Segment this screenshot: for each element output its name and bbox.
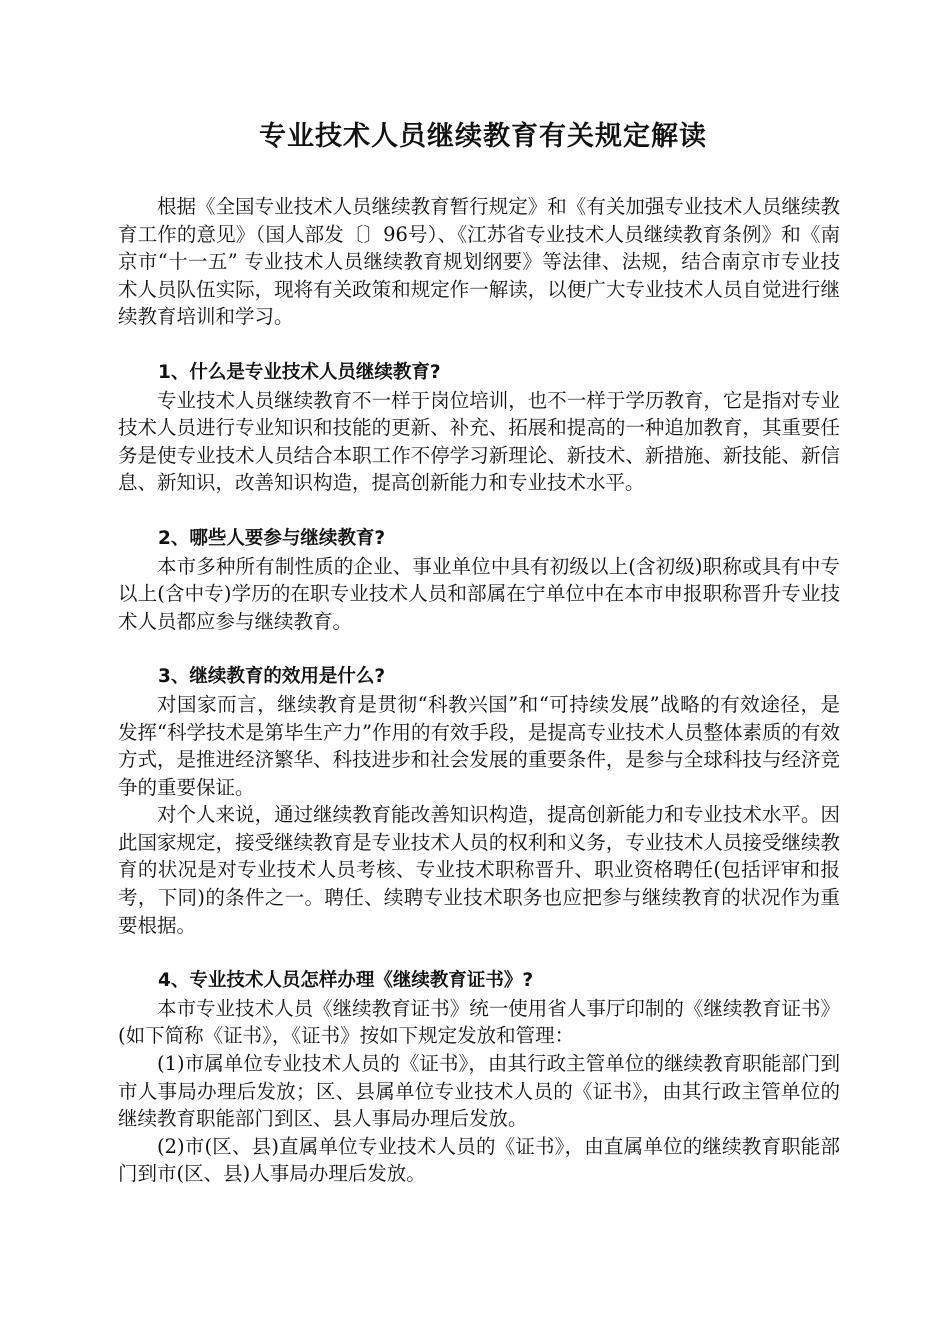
document-title: 专业技术人员继续教育有关规定解读 bbox=[259, 121, 707, 152]
section-paragraph: (2)市(区、县)直属单位专业技术人员的《证书》，由直属单位的继续教育职能部门到市(区、县)人事局办理后发放。 bbox=[118, 1134, 840, 1186]
intro-paragraph: 根据《全国专业技术人员继续教育暂行规定》和《有关加强专业技术人员继续教育工作的意见》（国人部发〔〕96号）、《江苏省专业技术人员继续教育条例》和《南京市“十一五” 专业技术人员继续教育规划纲要》等法律、法规，结合南京市专业技术人员队伍实际，现将有关政策和规定作一解读，以便广大专业技术人员自觉进行继续教育培训和学习。 bbox=[118, 195, 840, 329]
section-paragraph: 本市专业技术人员《继续教育证书》统一使用省人事厅印制的《继续教育证书》(如下简称《证书》，《证书》按如下规定发放和管理： bbox=[118, 996, 840, 1048]
section-paragraph: 本市多种所有制性质的企业、事业单位中具有初级以上(含初级)职称或具有中专以上(含中专)学历的在职专业技术人员和部属在宁单位中在本市申报职称晋升专业技术人员都应参与继续教育。 bbox=[118, 554, 840, 633]
section-3 bbox=[118, 663, 840, 939]
section-heading: 3、继续教育的效用是什么? bbox=[158, 666, 386, 688]
section-4 bbox=[118, 967, 840, 1188]
section-paragraph: 专业技术人员继续教育不一样于岗位培训，也不一样于学历教育，它是指对专业技术人员进行专业知识和技能的更新、补充、拓展和提高的一种追加教育，其重要任务是使专业技术人员结合本职工作不停学习新理论、新技术、新措施、新技能、新信息、新知识，改善知识构造，提高创新能力和专业技术水平。 bbox=[118, 388, 840, 495]
section-2 bbox=[118, 525, 840, 635]
section-paragraph: 对国家而言，继续教育是贯彻“科教兴国”和“可持续发展”战略的有效途径，是发挥“科学技术是第毕生产力”作用的有效手段，是提高专业技术人员整体素质的有效方式，是推进经济繁华、科技进步和社会发展的重要条件，是参与全球科技与经济竞争的重要保证。 bbox=[118, 692, 840, 799]
section-paragraph: (1)市属单位专业技术人员的《证书》，由其行政主管单位的继续教育职能部门到市人事局办理后发放；区、县属单位专业技术人员的《证书》，由其行政主管单位的继续教育职能部门到区、县人事局办理后发放。 bbox=[118, 1052, 840, 1131]
section-heading: 2、哪些人要参与继续教育? bbox=[158, 527, 386, 549]
section-paragraph: 对个人来说，通过继续教育能改善知识构造，提高创新能力和专业技术水平。因此国家规定，接受继续教育是专业技术人员的权利和义务，专业技术人员接受继续教育的状况是对专业技术人员考核、专业技术职称晋升、职业资格聘任(包括评审和报考，下同)的条件之一。聘任、续聘专业技术职务也应把参与继续教育的状况作为重要根据。 bbox=[118, 803, 840, 937]
section-heading: 1、什么是专业技术人员继续教育? bbox=[158, 361, 441, 383]
section-1 bbox=[118, 359, 840, 497]
section-heading: 4、专业技术人员怎样办理《继续教育证书》? bbox=[158, 970, 534, 992]
